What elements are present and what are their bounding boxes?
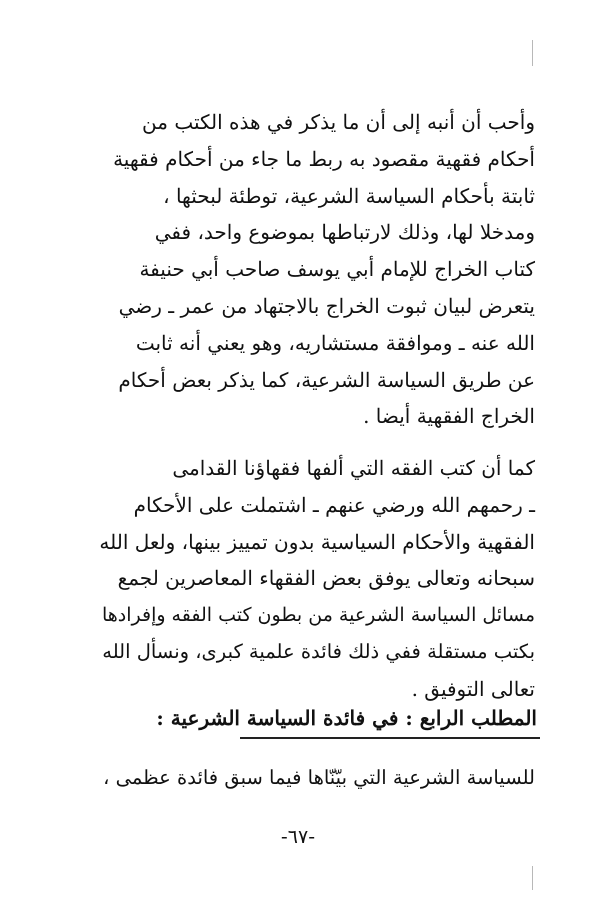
text-line: مسائل السياسة الشرعية من بطون كتب الفقه وإفرادها	[101, 604, 535, 627]
text-line: كتاب الخراج للإمام أبي يوسف صاحب أبي حنيفة	[139, 257, 535, 282]
text-line: الخراج الفقهية أيضا .	[363, 404, 535, 429]
text-line: ومدخلا لها، وذلك لارتباطها بموضوع واحد، ففي	[154, 220, 535, 245]
text-line: وأحب أن أنبه إلى أن ما يذكر في هذه الكتب من	[142, 110, 535, 134]
page-number: -٦٧-	[280, 826, 316, 848]
section-heading: المطلب الرابع : في فائدة السياسة الشرعية :	[156, 706, 537, 730]
text-line: الله عنه ـ وموافقة مستشاريه، وهو يعني أنه ثابت	[135, 330, 535, 355]
text-line: للسياسة الشرعية التي بيّنّاها فيما سبق فائدة عظمى ،	[103, 766, 535, 789]
heading-underline	[240, 737, 540, 739]
paragraph-2	[98, 450, 535, 708]
text-line: سبحانه وتعالى يوفق بعض الفقهاء المعاصرين لجمع	[117, 566, 535, 591]
text-line: ثابتة بأحكام السياسة الشرعية، توطئة لبحثها ،	[163, 183, 535, 208]
text-line: أحكام فقهية مقصود به ربط ما جاء من أحكام فقهية	[113, 146, 535, 171]
text-line: كما أن كتب الفقه التي ألفها فقهاؤنا القدامى	[172, 456, 535, 480]
text-line: عن طريق السياسة الشرعية، كما يذكر بعض أحكام	[118, 367, 535, 392]
text-line: الفقهية والأحكام السياسية بدون تمييز بينها، ولعل الله	[99, 529, 535, 554]
paragraph-3	[98, 760, 535, 797]
paragraph-1	[98, 104, 535, 435]
text-line: تعالى التوفيق .	[411, 676, 535, 701]
text-line: بكتب مستقلة ففي ذلك فائدة علمية كبرى، ونسأل الله	[102, 639, 535, 663]
text-line: يتعرض لبيان ثبوت الخراج بالاجتهاد من عمر ـ رضي	[118, 293, 535, 318]
page-edge-mark-bottom	[532, 866, 533, 890]
page-edge-mark-top	[532, 40, 533, 66]
text-line: ـ رحمهم الله ورضي عنهم ـ اشتملت على الأحكام	[133, 492, 535, 517]
